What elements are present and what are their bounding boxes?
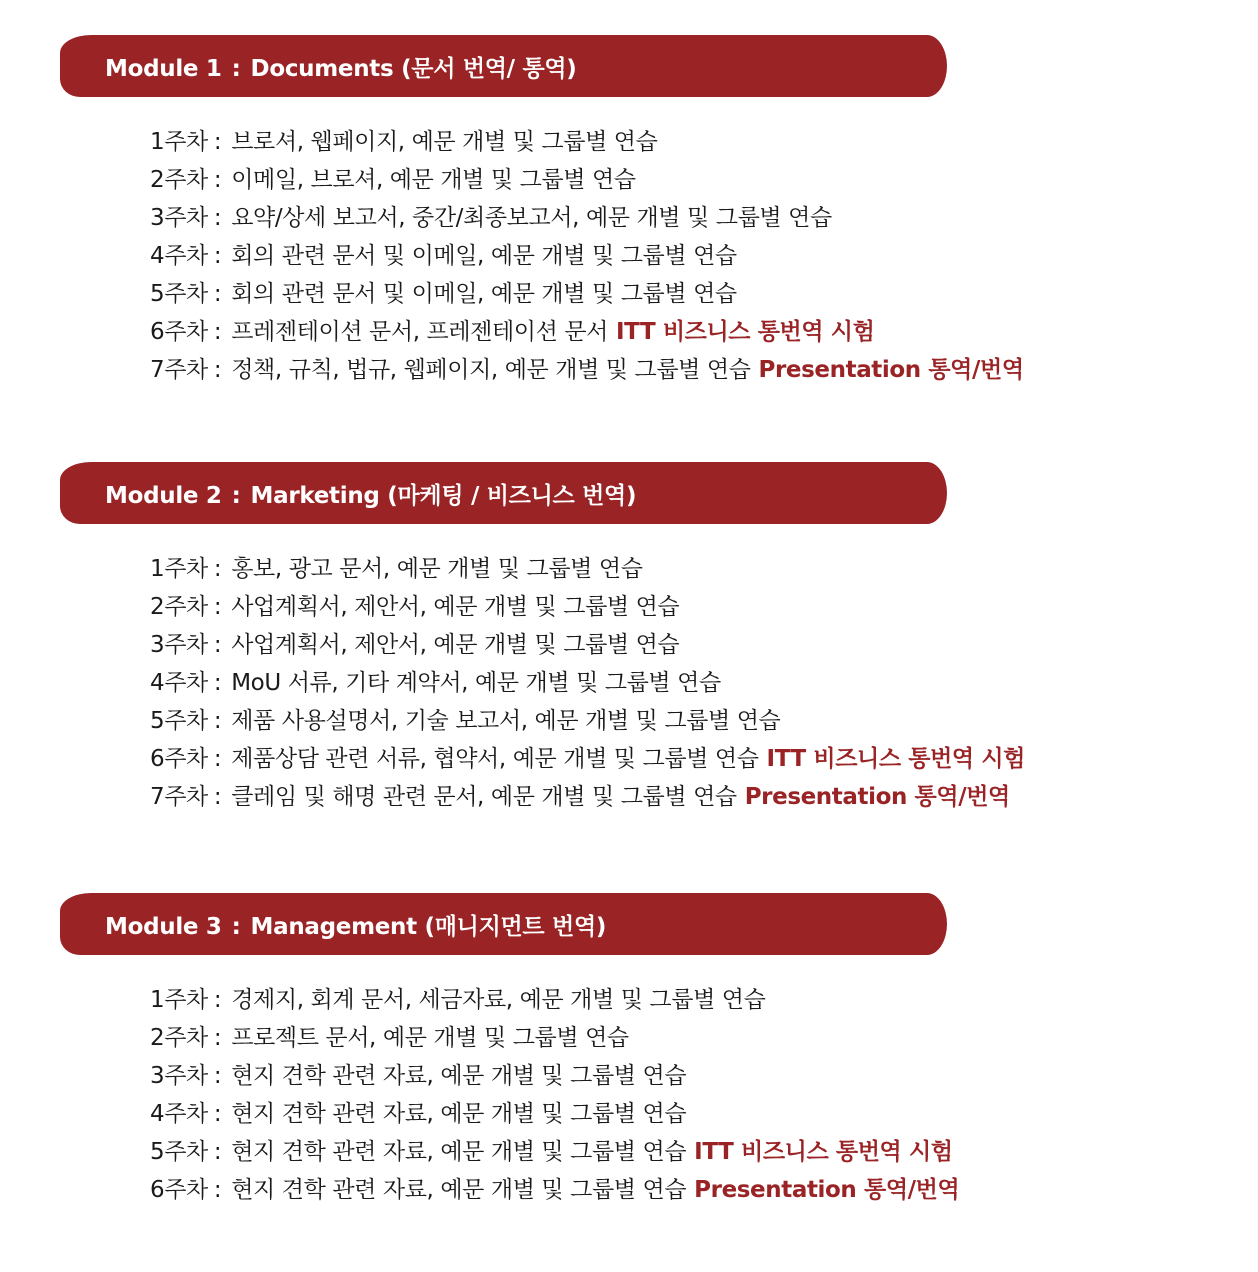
module-3-title [105, 908, 606, 941]
week-label: 5주차 [150, 1139, 208, 1165]
week-highlight: Presentation 통역/번역 [744, 784, 1010, 810]
week-text: 제품상담 관련 서류, 협약서, 예문 개별 및 그룹별 연습 [231, 746, 759, 772]
week-label: 4주차 [150, 670, 208, 696]
week-label: 1주차 [150, 129, 208, 155]
week-highlight: ITT 비즈니스 통번역 시험 [766, 746, 1025, 772]
module-3-subtitle: Management (매니지먼트 번역) [250, 913, 607, 940]
module-2-week-7 [150, 778, 1025, 816]
week-text: 현지 견학 관련 자료, 예문 개별 및 그룹별 연습 [231, 1139, 687, 1165]
module-1-header [60, 35, 947, 97]
week-text: 현지 견학 관련 자료, 예문 개별 및 그룹별 연습 [231, 1177, 687, 1203]
module-3-name: Module 3 [105, 913, 222, 940]
module-3-header [60, 893, 947, 955]
module-2-week-1 [150, 550, 1025, 588]
week-label: 5주차 [150, 708, 208, 734]
module-1-subtitle: Documents (문서 번역/ 통역) [250, 55, 577, 82]
module-1-week-7 [150, 351, 1024, 389]
week-text: 요약/상세 보고서, 중간/최종보고서, 예문 개별 및 그룹별 연습 [231, 205, 832, 231]
week-text: 경제지, 회계 문서, 세금자료, 예문 개별 및 그룹별 연습 [231, 987, 766, 1013]
week-text: 브로셔, 웹페이지, 예문 개별 및 그룹별 연습 [231, 129, 658, 155]
week-colon: : [213, 129, 222, 155]
week-text: MoU 서류, 기타 계약서, 예문 개별 및 그룹별 연습 [231, 670, 721, 696]
module-1-title [105, 50, 577, 83]
week-text: 정책, 규칙, 법규, 웹페이지, 예문 개별 및 그룹별 연습 [231, 357, 751, 383]
week-colon: : [213, 670, 222, 696]
week-colon: : [213, 1139, 222, 1165]
week-colon: : [213, 205, 222, 231]
week-text: 프로젝트 문서, 예문 개별 및 그룹별 연습 [231, 1025, 629, 1051]
week-label: 1주차 [150, 987, 208, 1013]
module-1-week-2 [150, 161, 1024, 199]
week-text: 홍보, 광고 문서, 예문 개별 및 그룹별 연습 [231, 556, 643, 582]
module-2-header [60, 462, 947, 524]
module-3-week-5 [150, 1133, 959, 1171]
module-3-week-2 [150, 1019, 959, 1057]
module-2-separator: : [231, 482, 241, 509]
week-label: 3주차 [150, 632, 208, 658]
module-2-week-4 [150, 664, 1025, 702]
week-highlight: ITT 비즈니스 통번역 시험 [615, 319, 875, 345]
week-text: 회의 관련 문서 및 이메일, 예문 개별 및 그룹별 연습 [231, 243, 737, 269]
module-1-week-4 [150, 237, 1024, 275]
week-label: 3주차 [150, 1063, 208, 1089]
week-label: 4주차 [150, 1101, 208, 1127]
module-2-subtitle: Marketing (마케팅 / 비즈니스 번역) [250, 482, 637, 509]
week-colon: : [213, 632, 222, 658]
module-1-week-list [150, 123, 1024, 389]
module-3-week-3 [150, 1057, 959, 1095]
module-2-week-3 [150, 626, 1025, 664]
week-colon: : [213, 784, 222, 810]
week-colon: : [213, 243, 222, 269]
module-2-week-6 [150, 740, 1025, 778]
week-label: 1주차 [150, 556, 208, 582]
week-highlight: ITT 비즈니스 통번역 시험 [694, 1139, 953, 1165]
module-1-week-1 [150, 123, 1024, 161]
module-1-week-5 [150, 275, 1024, 313]
week-text: 프레젠테이션 문서, 프레젠테이션 문서 [231, 319, 608, 345]
week-text: 회의 관련 문서 및 이메일, 예문 개별 및 그룹별 연습 [231, 281, 737, 307]
week-label: 6주차 [150, 746, 208, 772]
week-colon: : [213, 1101, 222, 1127]
week-text: 클레임 및 해명 관련 문서, 예문 개별 및 그룹별 연습 [231, 784, 737, 810]
week-highlight: Presentation 통역/번역 [758, 357, 1024, 383]
module-3-week-4 [150, 1095, 959, 1133]
week-colon: : [213, 357, 222, 383]
module-1-week-6 [150, 313, 1024, 351]
week-colon: : [213, 708, 222, 734]
module-1-separator: : [231, 55, 241, 82]
week-colon: : [213, 594, 222, 620]
week-label: 6주차 [150, 1177, 208, 1203]
week-label: 5주차 [150, 281, 208, 307]
week-label: 3주차 [150, 205, 208, 231]
week-text: 이메일, 브로셔, 예문 개별 및 그룹별 연습 [231, 167, 636, 193]
week-label: 7주차 [150, 784, 208, 810]
module-2-week-list [150, 550, 1025, 816]
week-colon: : [213, 1063, 222, 1089]
module-2-week-2 [150, 588, 1025, 626]
week-label: 7주차 [150, 357, 208, 383]
week-colon: : [213, 556, 222, 582]
week-label: 2주차 [150, 594, 208, 620]
module-3-separator: : [231, 913, 241, 940]
module-2-week-5 [150, 702, 1025, 740]
week-label: 2주차 [150, 167, 208, 193]
week-text: 제품 사용설명서, 기술 보고서, 예문 개별 및 그룹별 연습 [231, 708, 781, 734]
module-3-week-6 [150, 1171, 959, 1209]
week-colon: : [213, 746, 222, 772]
module-2-name: Module 2 [105, 482, 222, 509]
week-colon: : [213, 1025, 222, 1051]
week-colon: : [213, 281, 222, 307]
week-text: 현지 견학 관련 자료, 예문 개별 및 그룹별 연습 [231, 1101, 687, 1127]
module-2-title [105, 477, 636, 510]
week-colon: : [213, 167, 222, 193]
week-label: 2주차 [150, 1025, 208, 1051]
week-label: 6주차 [150, 319, 208, 345]
week-label: 4주차 [150, 243, 208, 269]
module-3-week-1 [150, 981, 959, 1019]
week-colon: : [213, 987, 222, 1013]
module-1-week-3 [150, 199, 1024, 237]
week-text: 사업계획서, 제안서, 예문 개별 및 그룹별 연습 [231, 632, 680, 658]
week-highlight: Presentation 통역/번역 [694, 1177, 960, 1203]
week-text: 사업계획서, 제안서, 예문 개별 및 그룹별 연습 [231, 594, 680, 620]
module-1-name: Module 1 [105, 55, 222, 82]
module-3-week-list [150, 981, 959, 1209]
week-colon: : [213, 319, 222, 345]
week-text: 현지 견학 관련 자료, 예문 개별 및 그룹별 연습 [231, 1063, 687, 1089]
week-colon: : [213, 1177, 222, 1203]
